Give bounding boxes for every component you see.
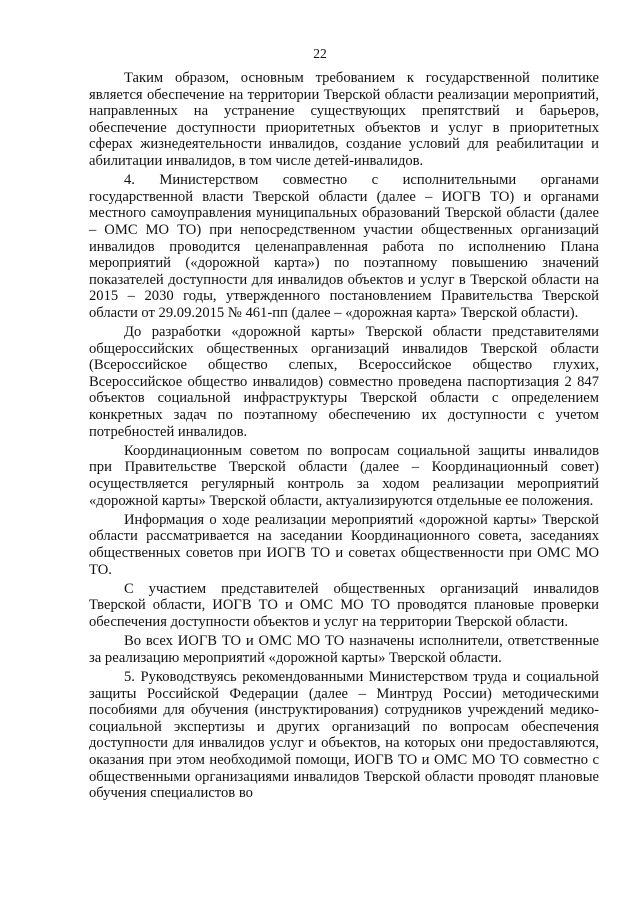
paragraph-policy-requirement: Таким образом, основным требованием к государственной политике является обеспечение на территории Тверской области реализации мероприятий, направленных на устранение существующих препятствий и барьеров, обеспечение доступности приоритетных объектов и услуг в приоритетных сферах жизнедеятельности инвалидов, создание условий для реабилитации и абилитации инвалидов, в том числе детей-инвалидов.: [89, 70, 599, 169]
document-body: [89, 70, 599, 804]
paragraph-responsible-executors: Во всех ИОГВ ТО и ОМС МО ТО назначены исполнители, ответственные за реализацию мероприятий «дорожной карты» Тверской области.: [89, 633, 599, 666]
paragraph-roadmap-work: 4. Министерством совместно с исполнительными органами государственной власти Тверской области (далее – ИОГВ ТО) и органами местного самоуправления муниципальных образований Тверской области (далее – ОМС МО ТО) при непосредственном участии общественных организаций инвалидов проводится целенаправленная работа по исполнению Плана мероприятий («дорожной карта») по поэтапному повышению значений показателей доступности для инвалидов объектов и услуг в Тверской области на 2015 – 2030 годы, утвержденного постановлением Правительства Тверской области от 29.09.2015 № 461-пп (далее – «дорожная карта» Тверской области).: [89, 172, 599, 321]
paragraph-accessibility-checks: С участием представителей общественных организаций инвалидов Тверской области, ИОГВ ТО и ОМС МО ТО проводятся плановые проверки обеспечения доступности объектов и услуг на территории Тверской области.: [89, 580, 599, 630]
page-number: 22: [313, 46, 327, 61]
paragraph-passport-certification: До разработки «дорожной карты» Тверской области представителями общероссийских общественных организаций инвалидов Тверской области (Всероссийское общество слепых, Всероссийское общество глухих, Всероссийское общество инвалидов) совместно проведена паспортизация 2 847 объектов социальной инфраструктуры Тверской области с определением конкретных задач по поэтапному обеспечению их доступности с учетом потребностей инвалидов.: [89, 324, 599, 440]
paragraph-training-specialists: 5. Руководствуясь рекомендованными Министерством труда и социальной защиты Российской Федерации (далее – Минтруд России) методическими пособиями для обучения (инструктирования) сотрудников учреждений медико-социальной экспертизы и других организаций по вопросам обеспечения доступности для инвалидов услуг и объектов, на которых они предоставляются, оказания при этом необходимой помощи, ИОГВ ТО и ОМС МО ТО совместно с общественными организациями инвалидов Тверской области проводят плановые обучения специалистов во: [89, 668, 599, 802]
paragraph-coordination-council: Координационным советом по вопросам социальной защиты инвалидов при Правительстве Тверской области (далее – Координационный совет) осуществляется регулярный контроль за ходом реализации мероприятий «дорожной карты» Тверской области, актуализируются отдельные ее положения.: [89, 442, 599, 509]
paragraph-progress-information: Информация о ходе реализации мероприятий «дорожной карты» Тверской области рассматривается на заседании Координационного совета, заседаниях общественных советов при ИОГВ ТО и советах общественности при ОМС МО ТО.: [89, 511, 599, 578]
